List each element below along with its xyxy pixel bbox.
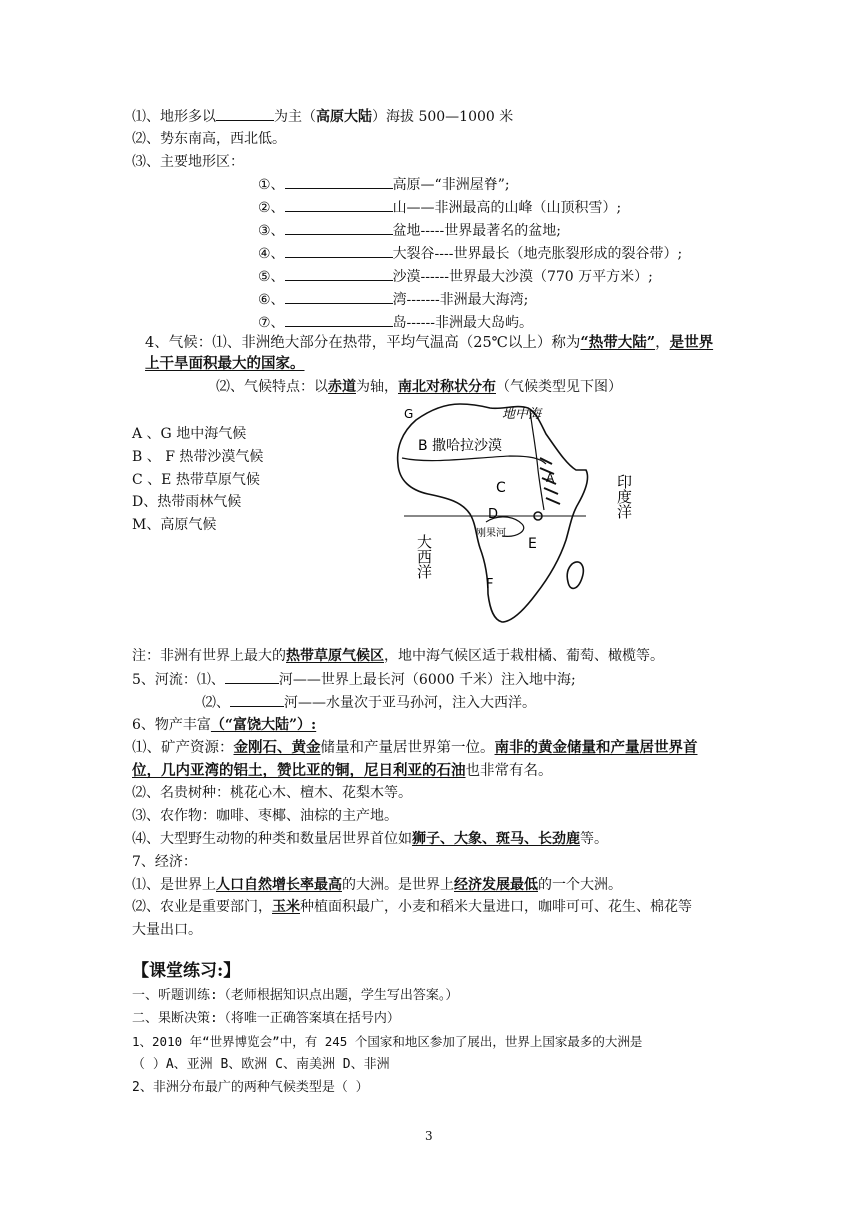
river-blank[interactable] [230, 692, 284, 707]
practice-section-1: 一、听题训练:（老师根据知识点出题，学生写出答案。） [132, 988, 459, 1003]
climate-option: M、高原气候 [132, 517, 217, 533]
climate-option: D、热带雨林气候 [132, 494, 242, 510]
climate-line-1-emph: 是世界 [669, 334, 714, 351]
map-label-congo: 刚果河 [476, 528, 506, 539]
region-num: ④、 [258, 246, 285, 262]
minerals-line-1 [132, 738, 698, 758]
map-label-indian-text: 印度洋 [588, 474, 633, 492]
region-num: ⑥、 [258, 292, 285, 308]
region-text: 岛------非洲最大岛屿。 [392, 315, 533, 331]
economy-line-2 [132, 897, 692, 917]
products-animals [132, 829, 608, 849]
equator-term: 赤道 [328, 379, 356, 395]
economy-line-3: 大量出口。 [132, 922, 202, 938]
desert-boundary [402, 456, 546, 464]
region-text: 湾-------非洲最大海湾; [392, 292, 529, 308]
minerals-line-2 [132, 761, 553, 781]
rivers-line-2 [202, 692, 536, 713]
economy-emph-3: 玉米 [272, 899, 300, 915]
question-1-line-1: 1、2010 年“世界博览会”中，有 245 个国家和地区参加了展出，世界上国家最多的大洲是 [132, 1034, 643, 1049]
minerals-b: 储量和产量居世界第一位。 [320, 740, 495, 756]
climate-option: B 、 F 热带沙漠气候 [132, 449, 264, 465]
terrain-line-1-bold: 高原大陆 [316, 109, 372, 125]
map-label-g: G [404, 407, 414, 421]
region-blank[interactable] [285, 243, 393, 258]
animals-emph: 狮子、大象、斑马、长劲鹿 [412, 831, 580, 847]
practice-title: 【课堂练习:】 [132, 961, 241, 981]
climate-line-1-text: 4、气候：⑴、非洲绝大部分在热带，平均气温高（25℃以上）称为 [145, 335, 581, 351]
region-text: 高原—“非洲屋脊”; [392, 177, 510, 193]
terrain-blank[interactable] [216, 106, 274, 121]
region-num: ③、 [258, 223, 285, 239]
climate-line-3-b: 为轴， [356, 379, 398, 395]
madagascar-island [567, 562, 583, 588]
economy-1-c: 的一个大洲。 [538, 877, 622, 893]
tropical-continent-term: “热带大陆” [580, 334, 656, 351]
products-title-emph: （“富饶大陆”）: [210, 717, 317, 733]
rivers-line-1-b: 河——世界上最长河（6000 千米）注入地中海; [278, 672, 576, 688]
region-item [258, 312, 533, 333]
animals-a: ⑷、大型野生动物的种类和数量居世界首位如 [132, 831, 412, 847]
region-item [258, 266, 653, 287]
minerals-emph-3: 位，几内亚湾的铝土，赞比亚的铜，尼日利亚的石油 [132, 762, 466, 779]
rivers-line-1 [132, 669, 576, 690]
climate-line-3-a: ⑵、气候特点：以 [216, 379, 328, 395]
region-item [258, 289, 528, 310]
region-blank[interactable] [285, 312, 393, 327]
economy-emph-2: 经济发展最低 [454, 877, 538, 893]
climate-sep: ， [655, 335, 670, 351]
climate-option: C 、E 热带草原气候 [132, 472, 260, 488]
economy-2-b: 种植面积最广，小麦和稻米大量进口，咖啡可可、花生、棉花等 [300, 899, 692, 915]
climate-line-2: 上干旱面积最大的国家。 [145, 355, 305, 372]
map-label-med: 地中海 [502, 407, 542, 422]
region-num: ⑤、 [258, 269, 285, 285]
question-2: 2、非洲分布最广的两种气候类型是（ ） [132, 1080, 369, 1095]
river-blank[interactable] [225, 669, 279, 684]
map-label-atlantic: 大西洋 [415, 534, 433, 579]
rivers-line-2-a: ⑵、 [202, 695, 230, 711]
products-title-a: 6、物产丰富 [132, 717, 211, 733]
region-num: ⑦、 [258, 315, 285, 331]
rivers-line-1-a: 5、河流：⑴、 [132, 672, 225, 688]
terrain-line-1-mid: 为主（ [274, 109, 316, 125]
region-text: 大裂谷----世界最长（地壳胀裂形成的裂谷带）; [392, 246, 683, 262]
region-blank[interactable] [285, 174, 393, 189]
climate-note [132, 646, 664, 666]
region-item [258, 197, 621, 218]
savanna-term: 热带草原气候区 [286, 648, 384, 664]
products-title [132, 715, 316, 735]
map-label-a: A [546, 471, 555, 485]
economy-title: 7、经济： [132, 854, 197, 870]
region-item [258, 220, 561, 241]
region-num: ②、 [258, 200, 285, 216]
region-blank[interactable] [285, 289, 393, 304]
economy-1-a: ⑴、是世界上 [132, 877, 216, 893]
region-blank[interactable] [285, 197, 393, 212]
region-blank[interactable] [285, 220, 393, 235]
map-label-e: E [528, 536, 537, 552]
region-item [258, 174, 510, 195]
terrain-line-1 [132, 106, 513, 127]
animals-b: 等。 [580, 831, 608, 847]
minerals-c: 也非常有名。 [465, 763, 553, 779]
region-text: 盆地-----世界最著名的盆地; [392, 223, 561, 239]
region-item [258, 243, 682, 264]
terrain-line-3: ⑶、主要地形区： [132, 154, 244, 170]
region-text: 山——非洲最高的山峰（山顶积雪）; [392, 200, 622, 216]
page-number: 3 [425, 1129, 433, 1143]
map-label-d: D [488, 507, 499, 522]
products-trees: ⑵、名贵树种：桃花心木、檀木、花梨木等。 [132, 785, 412, 801]
region-text: 沙漠------世界最大沙漠（770 万平方米）; [392, 269, 653, 285]
economy-2-a: ⑵、农业是重要部门， [132, 899, 272, 915]
climate-note-a: 注：非洲有世界上最大的 [132, 648, 286, 664]
terrain-line-1-suffix: ）海拔 500—1000 米 [372, 109, 514, 125]
rivers-line-2-b: 河——水量次于亚马孙河，注入大西洋。 [284, 695, 536, 711]
economy-emph-1: 人口自然增长率最高 [216, 877, 342, 893]
map-label-sahara: B 撒哈拉沙漠 [418, 438, 503, 454]
economy-1-b: 的大洲。是世界上 [342, 877, 454, 893]
climate-line-1 [145, 333, 713, 353]
climate-line-3 [216, 377, 622, 397]
products-crops: ⑶、农作物：咖啡、枣椰、油棕的主产地。 [132, 808, 398, 824]
map-label-indian [588, 474, 633, 519]
symmetry-term: 南北对称状分布 [398, 379, 496, 395]
question-1-line-2: （ ）A、亚洲 B、欧洲 C、南美洲 D、非洲 [132, 1057, 390, 1072]
minerals-emph-2: 南非的黄金储量和产量居世界首 [494, 739, 698, 756]
map-label-c: C [496, 480, 506, 496]
terrain-line-1-prefix: ⑴、地形多以 [132, 109, 216, 125]
climate-option: A 、G 地中海气候 [132, 426, 247, 442]
region-blank[interactable] [285, 266, 393, 281]
africa-climate-map [390, 398, 640, 630]
minerals-emph-1: 金刚石、黄金 [233, 739, 321, 756]
climate-note-b: ，地中海气候区适于栽柑橘、葡萄、橄榄等。 [384, 648, 664, 664]
practice-section-2: 二、果断决策:（将唯一正确答案填在括号内） [132, 1011, 400, 1026]
minerals-a: ⑴、矿产资源： [132, 740, 234, 756]
map-label-f: F [486, 577, 494, 592]
economy-line-1 [132, 875, 622, 895]
region-num: ①、 [258, 177, 285, 193]
climate-line-3-c: （气候类型见下图） [496, 379, 622, 395]
terrain-line-2: ⑵、势东南高，西北低。 [132, 131, 286, 147]
